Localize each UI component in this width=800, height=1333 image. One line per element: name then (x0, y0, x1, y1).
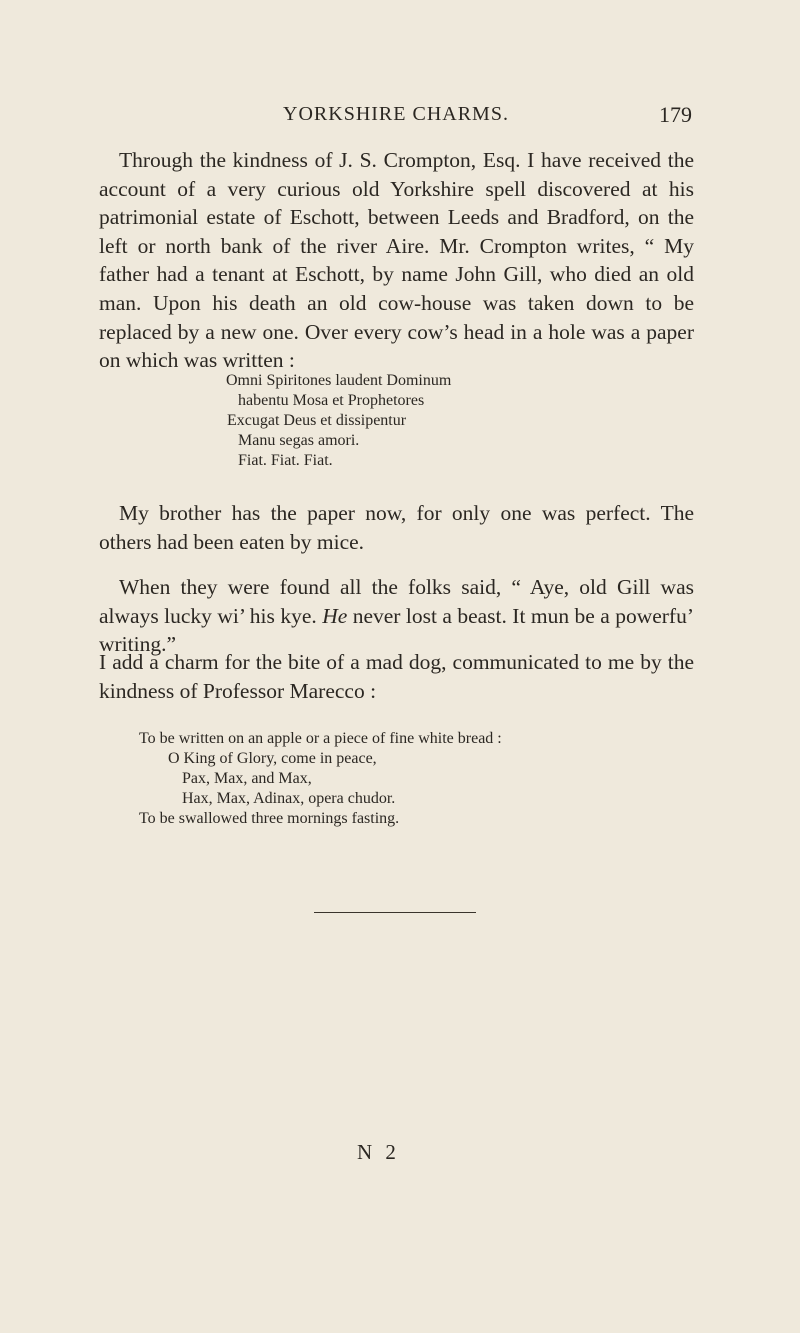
gill-quote-end: never lost a beast. It mun be a powerfu’ writing.” (99, 603, 694, 657)
spell-line: Omni Spiritones laudent Dominum (226, 372, 452, 389)
gill-quote-start: When they were found all the folks said, “ Aye, old Gill was always lucky wi’ his kye. (99, 575, 694, 628)
charm-line: Pax, Max, and Max, (182, 770, 312, 787)
spell-line: Excugat Deus et dissipentur (227, 412, 407, 429)
spell-line: Manu segas amori. (238, 432, 360, 449)
charm-line: Hax, Max, Adinax, opera chudor. (182, 790, 396, 807)
paragraph-crompton: Through the kindness of J. S. Crompton, Esq. I have received the account of a very curious old Yorkshire spell discovered at his patrimonial estate of Eschott, between Leeds and Bradford, on the left or north bank of the river Aire. Mr. Crompton writes, “ My father had a tenant at Eschott, by name John Gill, who died an old man. Upon his death an old cow-house was taken down to be replaced by a new one. Over every cow’s head in a hole was a paper on which was written : (99, 148, 694, 373)
signature-mark: N 2 (357, 1140, 400, 1164)
section-rule (314, 912, 476, 913)
paragraph-marecco: I add a charm for the bite of a mad dog, communicated to me by the kindness of Professor Marecco : (99, 650, 694, 703)
charm-outro: To be swallowed three mornings fasting. (139, 810, 400, 827)
gill-quote-emphasis: He (322, 603, 348, 628)
paragraph-brother: My brother has the paper now, for only one was perfect. The others had been eaten by mice. (99, 501, 694, 554)
spell-line: Fiat. Fiat. Fiat. (238, 452, 333, 469)
running-head (100, 103, 692, 133)
page-number: 179 (659, 102, 692, 127)
spell-line: habentu Mosa et Prophetores (238, 392, 425, 409)
running-title: YORKSHIRE CHARMS. (283, 103, 509, 125)
charm-line: O King of Glory, come in peace, (168, 750, 377, 767)
spell-verse (226, 371, 451, 471)
charm-block (139, 729, 502, 829)
charm-intro: To be written on an apple or a piece of fine white bread : (139, 730, 502, 747)
paragraph-gill (99, 573, 694, 659)
